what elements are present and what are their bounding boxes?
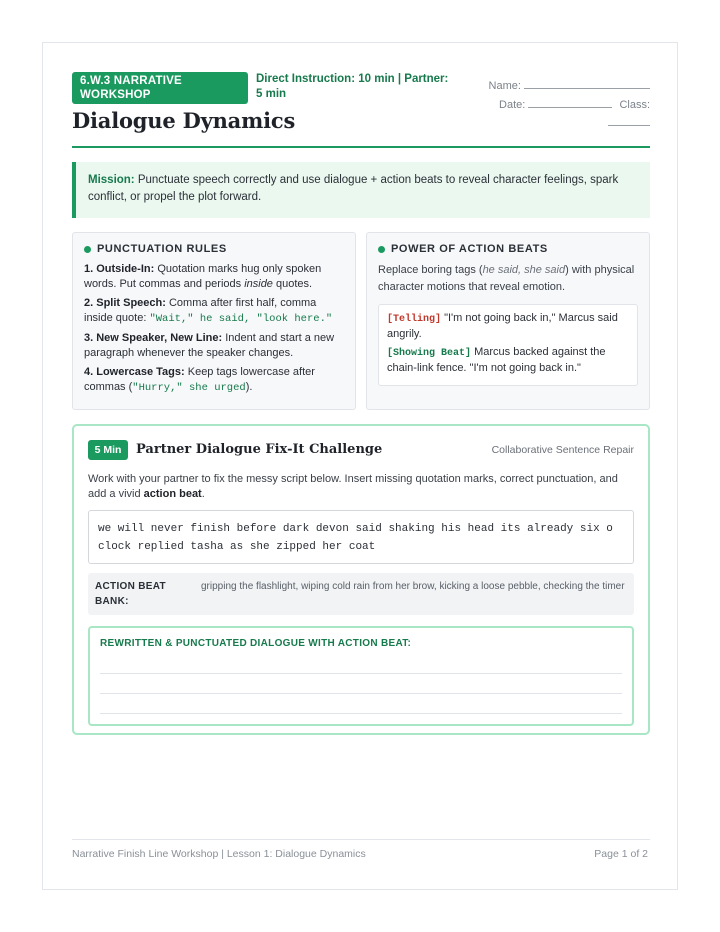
answer-box[interactable] <box>88 626 634 726</box>
header-divider <box>72 146 650 148</box>
mission-text: Punctuate speech correctly and use dialogue + action beats to reveal character feelings, spark conflict, or propel the plot forward. <box>88 174 619 203</box>
messy-script-box: we will never finish before dark devon said shaking his head its already six o clock replied tasha as she zipped her coat <box>88 510 634 564</box>
page-title: Dialogue Dynamics <box>72 108 296 133</box>
bank-label: ACTION BEAT BANK: <box>95 581 166 607</box>
showing-tag: [Showing Beat] <box>387 348 472 359</box>
rule-text: Keep tags lowercase after commas ( <box>84 366 315 393</box>
challenge-subtitle: Collaborative Sentence Repair <box>491 444 634 456</box>
instruction-text: . <box>201 488 205 500</box>
timing-note: Direct Instruction: 10 min | Partner: 5 min <box>256 73 449 100</box>
challenge-header <box>88 440 634 462</box>
date-class-field[interactable] <box>470 98 650 116</box>
punctuation-rules-heading <box>84 243 344 255</box>
footer-divider <box>72 839 650 840</box>
action-beats-card <box>366 232 650 410</box>
action-beats-title: POWER OF ACTION BEATS <box>391 243 548 255</box>
punctuation-rules-title: PUNCTUATION RULES <box>97 243 227 255</box>
action-beat-bank <box>88 573 634 615</box>
footer-lesson: Narrative Finish Line Workshop | Lesson 1: Dialogue Dynamics <box>72 848 366 860</box>
rule-item <box>84 296 344 327</box>
punctuation-rules-card <box>72 232 356 410</box>
rule-title: 1. Outside-In: <box>84 263 155 275</box>
class-line[interactable] <box>608 116 650 126</box>
class-label: Class: <box>619 99 650 111</box>
telling-tag: [Telling] <box>387 314 442 325</box>
name-line[interactable] <box>524 79 650 89</box>
class-line-row[interactable] <box>470 116 650 126</box>
mission-callout <box>72 162 650 218</box>
rule-item <box>84 262 344 292</box>
intro-text: Replace boring tags ( <box>378 264 483 276</box>
showing-example <box>387 345 629 376</box>
header <box>72 72 650 148</box>
beat-examples-box <box>378 304 638 386</box>
student-fields <box>470 79 650 126</box>
rule-emphasis: inside <box>244 278 273 290</box>
name-label: Name: <box>488 80 521 92</box>
rule-example-code: "Wait," he said, "look here." <box>149 313 333 325</box>
telling-example <box>387 311 629 342</box>
rule-title: 4. Lowercase Tags: <box>84 366 185 378</box>
date-line[interactable] <box>528 98 612 108</box>
rule-text: Indent and start a new paragraph whenever the speaker changes. <box>84 332 335 359</box>
partner-challenge-panel <box>72 424 650 735</box>
rule-item <box>84 331 344 361</box>
rule-item <box>84 365 344 396</box>
instruction-emphasis: action beat <box>143 488 202 500</box>
standard-tag: 6.W.3 NARRATIVE WORKSHOP <box>72 72 248 104</box>
action-beats-intro <box>378 262 638 296</box>
worksheet-page <box>42 42 678 890</box>
writing-line[interactable] <box>100 673 622 674</box>
action-beats-heading <box>378 243 638 255</box>
rule-title: 2. Split Speech: <box>84 297 166 309</box>
writing-line[interactable] <box>100 693 622 694</box>
time-badge: 5 Min <box>88 440 128 460</box>
rule-title: 3. New Speaker, New Line: <box>84 332 223 344</box>
date-label: Date: <box>499 99 526 111</box>
instruction-text: Work with your partner to fix the messy script below. Insert missing quotation marks, correct punctuation, and add a vivid <box>88 473 618 500</box>
footer-page-number: Page 1 of 2 <box>594 848 648 860</box>
rule-text: quotes. <box>272 278 313 290</box>
bullet-dot-icon <box>378 246 385 253</box>
bullet-dot-icon <box>84 246 91 253</box>
telling-text: "I'm not going back in," Marcus said angrily. <box>387 312 618 340</box>
mission-label: Mission: <box>88 174 135 186</box>
showing-text: Marcus backed against the chain-link fence. "I'm not going back in." <box>387 346 606 374</box>
name-field[interactable] <box>470 79 650 97</box>
rule-example-code: "Hurry," she urged <box>132 382 246 394</box>
writing-line[interactable] <box>100 713 622 714</box>
rule-text: Quotation marks hug only spoken words. Put commas and periods <box>84 263 322 290</box>
challenge-title: Partner Dialogue Fix-It Challenge <box>136 442 383 457</box>
intro-text: ) with physical character motions that reveal emotion. <box>378 264 635 293</box>
answer-label: REWRITTEN & PUNCTUATED DIALOGUE WITH ACTION BEAT: <box>100 638 412 649</box>
bank-text: gripping the flashlight, wiping cold rain from her brow, kicking a loose pebble, checking the timer <box>201 581 625 592</box>
challenge-instructions <box>88 472 634 502</box>
intro-emphasis: he said, she said <box>482 264 566 276</box>
rule-text: Comma after first half, comma inside quote: <box>84 297 317 324</box>
rule-text: ). <box>245 381 253 393</box>
